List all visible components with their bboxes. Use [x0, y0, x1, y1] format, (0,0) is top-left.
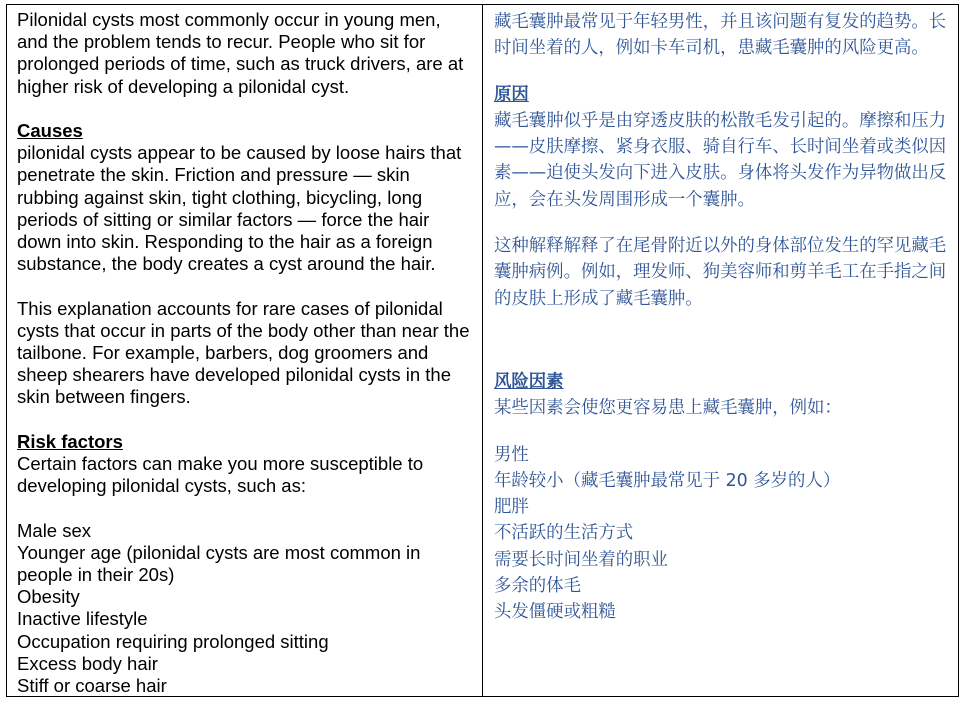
- english-causes-text: pilonidal cysts appear to be caused by loose hairs that penetrate the skin. Friction and pressure — skin rubbing against skin, tight clothing, bicycling, long periods of sitting or similar factors — force the hair down into skin. Responding to the hair as a foreign substance, the body creates a cyst around the hair.: [17, 142, 462, 275]
- chinese-risk-item: 不活跃的生活方式: [494, 523, 634, 544]
- english-risk-item: Stiff or coarse hair: [17, 675, 167, 697]
- chinese-column: [483, 5, 958, 696]
- chinese-risk-item: 年龄较小（藏毛囊肿最常见于 20 多岁的人）: [494, 470, 841, 491]
- english-risk-item: Occupation requiring prolonged sitting: [17, 630, 329, 652]
- english-risk-item: Excess body hair: [17, 652, 158, 674]
- chinese-risk-item: 头发僵硬或粗糙: [494, 602, 616, 623]
- english-risk-item: Male sex: [17, 519, 92, 541]
- chinese-risk-item: 多余的体毛: [494, 576, 581, 597]
- chinese-causes-heading: 原因: [494, 84, 529, 105]
- translation-table: [6, 4, 959, 697]
- english-risk-item: Younger age (pilonidal cysts are most common in people in their 20s): [17, 541, 421, 586]
- chinese-intro: 藏毛囊肿最常见于年轻男性，并且该问题有复发的趋势。长时间坐着的人，例如卡车司机，患藏毛囊肿的风险更高。: [494, 12, 947, 59]
- chinese-explanation-text: 这种解释解释了在尾骨附近以外的身体部位发生的罕见藏毛囊肿病例。例如，理发师、狗美容师和剪羊毛工在手指之间的皮肤上形成了藏毛囊肿。: [494, 236, 947, 309]
- english-intro: Pilonidal cysts most commonly occur in young men, and the problem tends to recur. People who sit for prolonged periods of time, such as truck drivers, are at higher risk of developing a pilonidal cyst.: [17, 9, 464, 97]
- english-explanation-text: This explanation accounts for rare cases of pilonidal cysts that occur in parts of the body other than near the tailbone. For example, barbers, dog groomers and sheep shearers have developed pilonidal cysts in the skin between fingers.: [17, 297, 470, 408]
- chinese-risk-intro: 某些因素会使您更容易患上藏毛囊肿，例如：: [494, 398, 842, 419]
- english-risk-intro: Certain factors can make you more susceptible to developing pilonidal cysts, such as:: [17, 453, 424, 497]
- chinese-risk-item: 男性: [494, 444, 529, 465]
- english-risk-heading: Risk factors: [17, 430, 123, 452]
- chinese-risk-item: 需要长时间坐着的职业: [494, 549, 668, 570]
- chinese-risk-heading: 风险因素: [494, 371, 564, 392]
- english-column: [7, 5, 483, 696]
- english-risk-item: Obesity: [17, 586, 80, 608]
- chinese-causes-text: 藏毛囊肿似乎是由穿透皮肤的松散毛发引起的。摩擦和压力——皮肤摩擦、紧身衣服、骑自行车、长时间坐着或类似因素——迫使头发向下进入皮肤。身体将头发作为异物做出反应，会在头发周围形成一个囊肿。: [494, 110, 947, 210]
- chinese-risk-item: 肥胖: [494, 497, 529, 518]
- english-causes-heading: Causes: [17, 120, 83, 141]
- english-risk-item: Inactive lifestyle: [17, 608, 148, 630]
